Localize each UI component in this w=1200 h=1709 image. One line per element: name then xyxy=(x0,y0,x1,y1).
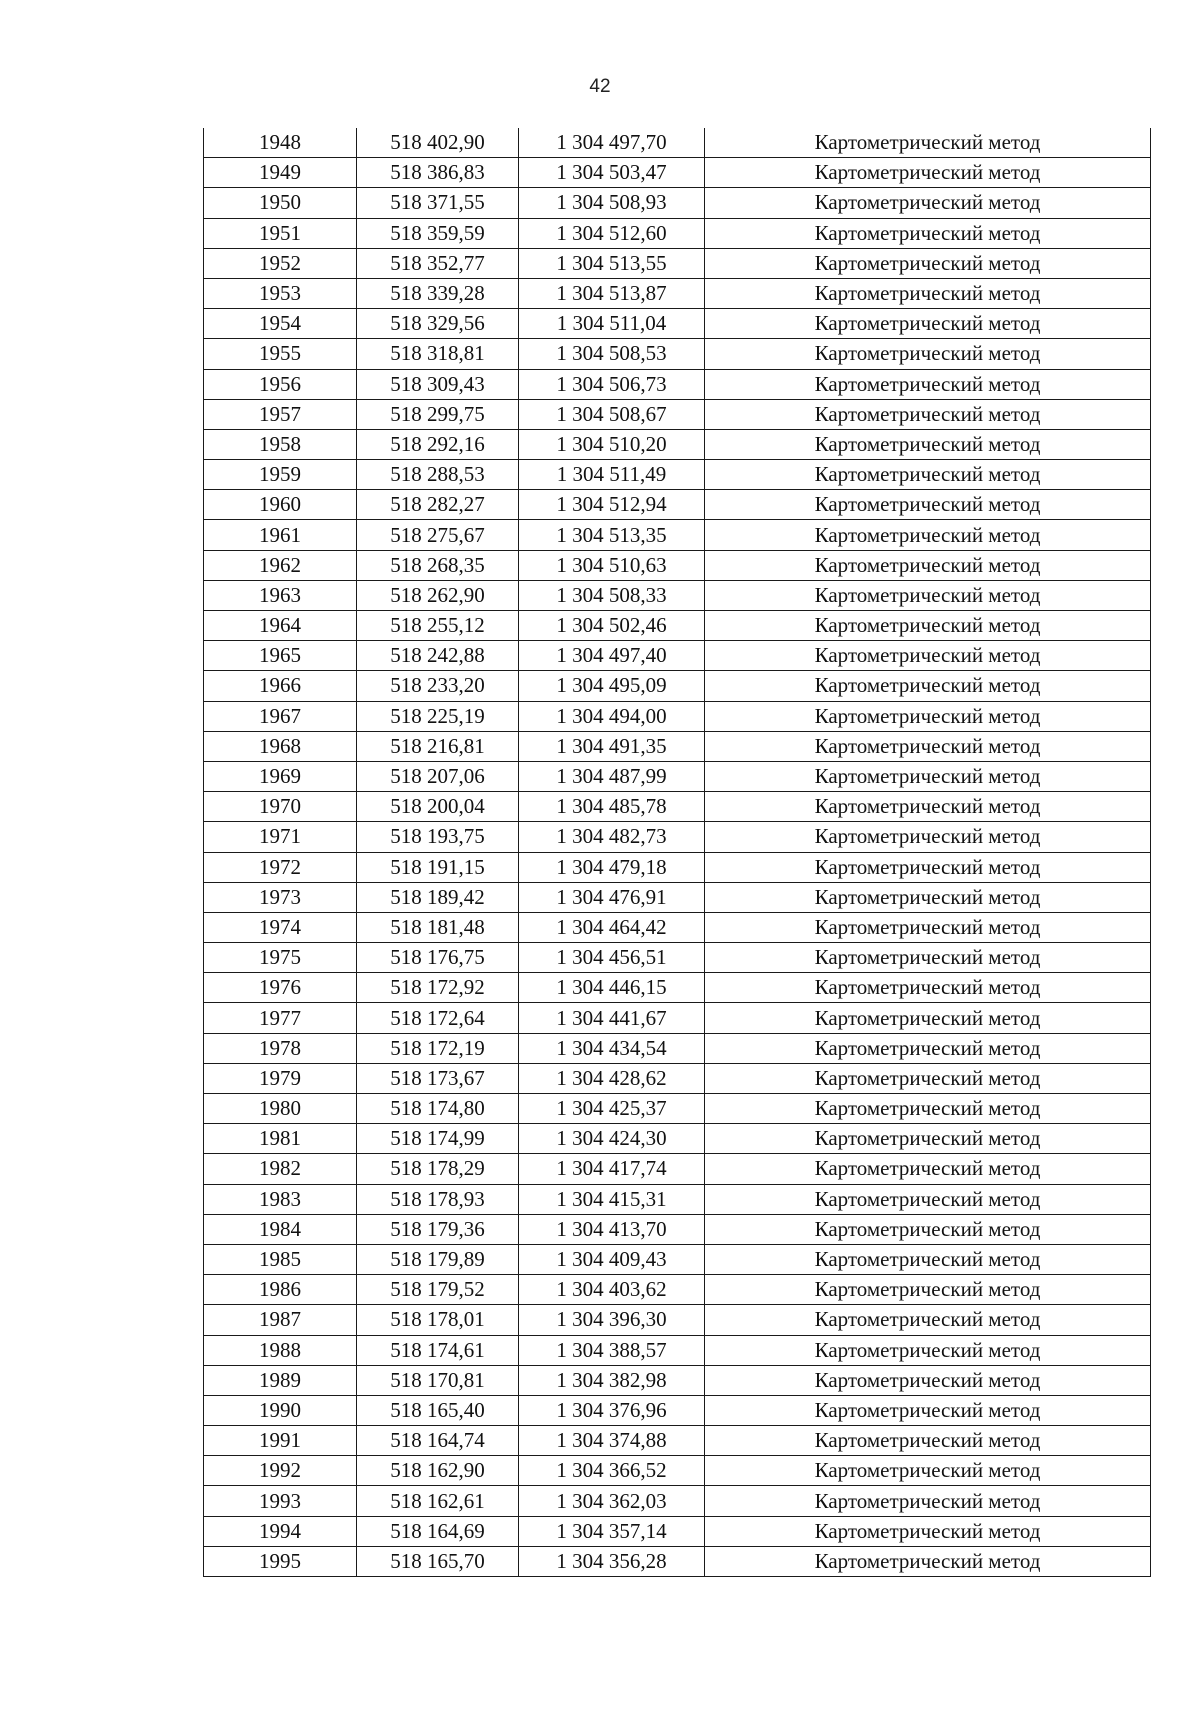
table-row xyxy=(204,1335,1151,1365)
coord-x-cell: 518 339,28 xyxy=(357,278,519,308)
coord-y-cell: 1 304 403,62 xyxy=(519,1275,705,1305)
coord-y-cell: 1 304 508,93 xyxy=(519,188,705,218)
coordinates-table-body xyxy=(204,128,1151,1577)
coord-y-cell: 1 304 425,37 xyxy=(519,1094,705,1124)
table-row xyxy=(204,429,1151,459)
coord-x-cell: 518 268,35 xyxy=(357,550,519,580)
table-row xyxy=(204,1395,1151,1425)
table-row xyxy=(204,852,1151,882)
table-row xyxy=(204,1275,1151,1305)
point-number-cell: 1970 xyxy=(204,792,357,822)
coord-x-cell: 518 352,77 xyxy=(357,248,519,278)
point-number-cell: 1962 xyxy=(204,550,357,580)
point-number-cell: 1985 xyxy=(204,1244,357,1274)
method-cell: Картометрический метод xyxy=(705,429,1151,459)
coord-y-cell: 1 304 494,00 xyxy=(519,701,705,731)
method-cell: Картометрический метод xyxy=(705,1033,1151,1063)
coord-x-cell: 518 309,43 xyxy=(357,369,519,399)
method-cell: Картометрический метод xyxy=(705,671,1151,701)
method-cell: Картометрический метод xyxy=(705,761,1151,791)
point-number-cell: 1969 xyxy=(204,761,357,791)
point-number-cell: 1967 xyxy=(204,701,357,731)
table-row xyxy=(204,943,1151,973)
coord-y-cell: 1 304 512,94 xyxy=(519,490,705,520)
table-row xyxy=(204,1305,1151,1335)
coord-x-cell: 518 189,42 xyxy=(357,882,519,912)
table-row xyxy=(204,218,1151,248)
point-number-cell: 1986 xyxy=(204,1275,357,1305)
table-row xyxy=(204,550,1151,580)
coord-x-cell: 518 179,52 xyxy=(357,1275,519,1305)
method-cell: Картометрический метод xyxy=(705,1305,1151,1335)
point-number-cell: 1949 xyxy=(204,158,357,188)
table-row xyxy=(204,731,1151,761)
table-row xyxy=(204,973,1151,1003)
table-row xyxy=(204,1124,1151,1154)
coord-y-cell: 1 304 356,28 xyxy=(519,1546,705,1576)
table-row xyxy=(204,1456,1151,1486)
coord-y-cell: 1 304 513,87 xyxy=(519,278,705,308)
point-number-cell: 1978 xyxy=(204,1033,357,1063)
point-number-cell: 1965 xyxy=(204,641,357,671)
method-cell: Картометрический метод xyxy=(705,218,1151,248)
method-cell: Картометрический метод xyxy=(705,1516,1151,1546)
point-number-cell: 1960 xyxy=(204,490,357,520)
method-cell: Картометрический метод xyxy=(705,1244,1151,1274)
coord-x-cell: 518 164,74 xyxy=(357,1426,519,1456)
table-row xyxy=(204,1063,1151,1093)
method-cell: Картометрический метод xyxy=(705,1184,1151,1214)
coord-x-cell: 518 207,06 xyxy=(357,761,519,791)
method-cell: Картометрический метод xyxy=(705,460,1151,490)
method-cell: Картометрический метод xyxy=(705,580,1151,610)
table-row xyxy=(204,490,1151,520)
method-cell: Картометрический метод xyxy=(705,188,1151,218)
coord-x-cell: 518 233,20 xyxy=(357,671,519,701)
coord-y-cell: 1 304 497,70 xyxy=(519,128,705,158)
table-row xyxy=(204,1244,1151,1274)
point-number-cell: 1966 xyxy=(204,671,357,701)
coord-y-cell: 1 304 510,20 xyxy=(519,429,705,459)
coord-y-cell: 1 304 491,35 xyxy=(519,731,705,761)
method-cell: Картометрический метод xyxy=(705,611,1151,641)
method-cell: Картометрический метод xyxy=(705,1546,1151,1576)
table-row xyxy=(204,1516,1151,1546)
table-row xyxy=(204,1365,1151,1395)
method-cell: Картометрический метод xyxy=(705,128,1151,158)
method-cell: Картометрический метод xyxy=(705,1335,1151,1365)
table-row xyxy=(204,1033,1151,1063)
coord-x-cell: 518 225,19 xyxy=(357,701,519,731)
point-number-cell: 1995 xyxy=(204,1546,357,1576)
point-number-cell: 1993 xyxy=(204,1486,357,1516)
table-row xyxy=(204,912,1151,942)
coord-y-cell: 1 304 513,35 xyxy=(519,520,705,550)
coord-y-cell: 1 304 512,60 xyxy=(519,218,705,248)
coord-y-cell: 1 304 424,30 xyxy=(519,1124,705,1154)
coord-x-cell: 518 242,88 xyxy=(357,641,519,671)
coord-y-cell: 1 304 476,91 xyxy=(519,882,705,912)
method-cell: Картометрический метод xyxy=(705,1456,1151,1486)
table-row xyxy=(204,1426,1151,1456)
coord-y-cell: 1 304 508,53 xyxy=(519,339,705,369)
point-number-cell: 1955 xyxy=(204,339,357,369)
coord-x-cell: 518 162,61 xyxy=(357,1486,519,1516)
method-cell: Картометрический метод xyxy=(705,1365,1151,1395)
coord-x-cell: 518 172,19 xyxy=(357,1033,519,1063)
coord-x-cell: 518 178,01 xyxy=(357,1305,519,1335)
table-row xyxy=(204,188,1151,218)
method-cell: Картометрический метод xyxy=(705,1063,1151,1093)
method-cell: Картометрический метод xyxy=(705,490,1151,520)
point-number-cell: 1953 xyxy=(204,278,357,308)
table-row xyxy=(204,611,1151,641)
method-cell: Картометрический метод xyxy=(705,1426,1151,1456)
method-cell: Картометрический метод xyxy=(705,339,1151,369)
point-number-cell: 1968 xyxy=(204,731,357,761)
point-number-cell: 1958 xyxy=(204,429,357,459)
point-number-cell: 1988 xyxy=(204,1335,357,1365)
coord-x-cell: 518 178,29 xyxy=(357,1154,519,1184)
method-cell: Картометрический метод xyxy=(705,822,1151,852)
point-number-cell: 1994 xyxy=(204,1516,357,1546)
coord-y-cell: 1 304 508,33 xyxy=(519,580,705,610)
coord-x-cell: 518 318,81 xyxy=(357,339,519,369)
method-cell: Картометрический метод xyxy=(705,1395,1151,1425)
coord-x-cell: 518 178,93 xyxy=(357,1184,519,1214)
point-number-cell: 1990 xyxy=(204,1395,357,1425)
coord-x-cell: 518 174,61 xyxy=(357,1335,519,1365)
coord-x-cell: 518 179,36 xyxy=(357,1214,519,1244)
page-number: 42 xyxy=(589,76,611,97)
point-number-cell: 1980 xyxy=(204,1094,357,1124)
coord-x-cell: 518 200,04 xyxy=(357,792,519,822)
table-row xyxy=(204,701,1151,731)
coord-y-cell: 1 304 482,73 xyxy=(519,822,705,852)
coord-x-cell: 518 174,99 xyxy=(357,1124,519,1154)
point-number-cell: 1972 xyxy=(204,852,357,882)
method-cell: Картометрический метод xyxy=(705,369,1151,399)
point-number-cell: 1952 xyxy=(204,248,357,278)
coord-y-cell: 1 304 396,30 xyxy=(519,1305,705,1335)
point-number-cell: 1957 xyxy=(204,399,357,429)
method-cell: Картометрический метод xyxy=(705,1094,1151,1124)
point-number-cell: 1951 xyxy=(204,218,357,248)
coord-y-cell: 1 304 362,03 xyxy=(519,1486,705,1516)
table-row xyxy=(204,369,1151,399)
point-number-cell: 1974 xyxy=(204,912,357,942)
table-row xyxy=(204,309,1151,339)
table-row xyxy=(204,128,1151,158)
coord-y-cell: 1 304 497,40 xyxy=(519,641,705,671)
point-number-cell: 1989 xyxy=(204,1365,357,1395)
point-number-cell: 1950 xyxy=(204,188,357,218)
table-row xyxy=(204,1154,1151,1184)
coord-y-cell: 1 304 464,42 xyxy=(519,912,705,942)
method-cell: Картометрический метод xyxy=(705,248,1151,278)
point-number-cell: 1991 xyxy=(204,1426,357,1456)
coord-x-cell: 518 359,59 xyxy=(357,218,519,248)
point-number-cell: 1948 xyxy=(204,128,357,158)
coord-y-cell: 1 304 511,04 xyxy=(519,309,705,339)
point-number-cell: 1973 xyxy=(204,882,357,912)
table-row xyxy=(204,248,1151,278)
method-cell: Картометрический метод xyxy=(705,158,1151,188)
point-number-cell: 1979 xyxy=(204,1063,357,1093)
coord-y-cell: 1 304 502,46 xyxy=(519,611,705,641)
coord-x-cell: 518 255,12 xyxy=(357,611,519,641)
table-row xyxy=(204,1546,1151,1576)
coord-y-cell: 1 304 388,57 xyxy=(519,1335,705,1365)
method-cell: Картометрический метод xyxy=(705,731,1151,761)
method-cell: Картометрический метод xyxy=(705,1214,1151,1244)
table-row xyxy=(204,792,1151,822)
coord-y-cell: 1 304 417,74 xyxy=(519,1154,705,1184)
point-number-cell: 1977 xyxy=(204,1003,357,1033)
point-number-cell: 1961 xyxy=(204,520,357,550)
method-cell: Картометрический метод xyxy=(705,912,1151,942)
table-row xyxy=(204,158,1151,188)
coord-y-cell: 1 304 434,54 xyxy=(519,1033,705,1063)
method-cell: Картометрический метод xyxy=(705,852,1151,882)
method-cell: Картометрический метод xyxy=(705,641,1151,671)
table-row xyxy=(204,1486,1151,1516)
coord-x-cell: 518 216,81 xyxy=(357,731,519,761)
coord-y-cell: 1 304 508,67 xyxy=(519,399,705,429)
method-cell: Картометрический метод xyxy=(705,550,1151,580)
coord-y-cell: 1 304 485,78 xyxy=(519,792,705,822)
method-cell: Картометрический метод xyxy=(705,1003,1151,1033)
coord-x-cell: 518 164,69 xyxy=(357,1516,519,1546)
coord-y-cell: 1 304 415,31 xyxy=(519,1184,705,1214)
coord-x-cell: 518 329,56 xyxy=(357,309,519,339)
method-cell: Картометрический метод xyxy=(705,1154,1151,1184)
coord-y-cell: 1 304 382,98 xyxy=(519,1365,705,1395)
point-number-cell: 1964 xyxy=(204,611,357,641)
table-row xyxy=(204,1184,1151,1214)
coord-y-cell: 1 304 446,15 xyxy=(519,973,705,1003)
table-row xyxy=(204,520,1151,550)
coord-y-cell: 1 304 511,49 xyxy=(519,460,705,490)
coord-y-cell: 1 304 428,62 xyxy=(519,1063,705,1093)
point-number-cell: 1981 xyxy=(204,1124,357,1154)
point-number-cell: 1982 xyxy=(204,1154,357,1184)
coord-y-cell: 1 304 409,43 xyxy=(519,1244,705,1274)
point-number-cell: 1971 xyxy=(204,822,357,852)
coord-y-cell: 1 304 487,99 xyxy=(519,761,705,791)
coord-x-cell: 518 262,90 xyxy=(357,580,519,610)
coord-y-cell: 1 304 366,52 xyxy=(519,1456,705,1486)
method-cell: Картометрический метод xyxy=(705,309,1151,339)
table-row xyxy=(204,882,1151,912)
table-row xyxy=(204,1214,1151,1244)
method-cell: Картометрический метод xyxy=(705,399,1151,429)
coord-x-cell: 518 386,83 xyxy=(357,158,519,188)
coord-y-cell: 1 304 374,88 xyxy=(519,1426,705,1456)
coord-x-cell: 518 170,81 xyxy=(357,1365,519,1395)
coord-y-cell: 1 304 513,55 xyxy=(519,248,705,278)
coord-x-cell: 518 176,75 xyxy=(357,943,519,973)
table-row xyxy=(204,278,1151,308)
point-number-cell: 1987 xyxy=(204,1305,357,1335)
coord-y-cell: 1 304 456,51 xyxy=(519,943,705,973)
coord-y-cell: 1 304 506,73 xyxy=(519,369,705,399)
method-cell: Картометрический метод xyxy=(705,882,1151,912)
coord-x-cell: 518 174,80 xyxy=(357,1094,519,1124)
coord-y-cell: 1 304 441,67 xyxy=(519,1003,705,1033)
coord-x-cell: 518 275,67 xyxy=(357,520,519,550)
method-cell: Картометрический метод xyxy=(705,701,1151,731)
point-number-cell: 1959 xyxy=(204,460,357,490)
table-row xyxy=(204,399,1151,429)
coord-y-cell: 1 304 510,63 xyxy=(519,550,705,580)
coord-y-cell: 1 304 376,96 xyxy=(519,1395,705,1425)
method-cell: Картометрический метод xyxy=(705,1486,1151,1516)
method-cell: Картометрический метод xyxy=(705,1275,1151,1305)
point-number-cell: 1984 xyxy=(204,1214,357,1244)
coord-x-cell: 518 371,55 xyxy=(357,188,519,218)
coord-y-cell: 1 304 503,47 xyxy=(519,158,705,188)
coordinates-table xyxy=(203,128,1151,1577)
point-number-cell: 1963 xyxy=(204,580,357,610)
table-row xyxy=(204,1003,1151,1033)
coord-y-cell: 1 304 495,09 xyxy=(519,671,705,701)
method-cell: Картометрический метод xyxy=(705,973,1151,1003)
method-cell: Картометрический метод xyxy=(705,792,1151,822)
table-row xyxy=(204,641,1151,671)
coord-x-cell: 518 191,15 xyxy=(357,852,519,882)
coord-x-cell: 518 299,75 xyxy=(357,399,519,429)
table-row xyxy=(204,671,1151,701)
coord-x-cell: 518 292,16 xyxy=(357,429,519,459)
point-number-cell: 1954 xyxy=(204,309,357,339)
table-row xyxy=(204,460,1151,490)
method-cell: Картометрический метод xyxy=(705,278,1151,308)
point-number-cell: 1992 xyxy=(204,1456,357,1486)
coord-x-cell: 518 172,92 xyxy=(357,973,519,1003)
coord-x-cell: 518 282,27 xyxy=(357,490,519,520)
method-cell: Картометрический метод xyxy=(705,1124,1151,1154)
coord-y-cell: 1 304 413,70 xyxy=(519,1214,705,1244)
point-number-cell: 1956 xyxy=(204,369,357,399)
coord-x-cell: 518 402,90 xyxy=(357,128,519,158)
coord-x-cell: 518 179,89 xyxy=(357,1244,519,1274)
coord-x-cell: 518 181,48 xyxy=(357,912,519,942)
table-row xyxy=(204,1094,1151,1124)
coord-x-cell: 518 172,64 xyxy=(357,1003,519,1033)
coord-y-cell: 1 304 479,18 xyxy=(519,852,705,882)
method-cell: Картометрический метод xyxy=(705,520,1151,550)
point-number-cell: 1975 xyxy=(204,943,357,973)
table-row xyxy=(204,339,1151,369)
coord-x-cell: 518 165,40 xyxy=(357,1395,519,1425)
coord-x-cell: 518 193,75 xyxy=(357,822,519,852)
coord-x-cell: 518 288,53 xyxy=(357,460,519,490)
table-row xyxy=(204,580,1151,610)
point-number-cell: 1983 xyxy=(204,1184,357,1214)
table-row xyxy=(204,822,1151,852)
coord-x-cell: 518 165,70 xyxy=(357,1546,519,1576)
coord-x-cell: 518 173,67 xyxy=(357,1063,519,1093)
point-number-cell: 1976 xyxy=(204,973,357,1003)
table-row xyxy=(204,761,1151,791)
coord-y-cell: 1 304 357,14 xyxy=(519,1516,705,1546)
method-cell: Картометрический метод xyxy=(705,943,1151,973)
coord-x-cell: 518 162,90 xyxy=(357,1456,519,1486)
